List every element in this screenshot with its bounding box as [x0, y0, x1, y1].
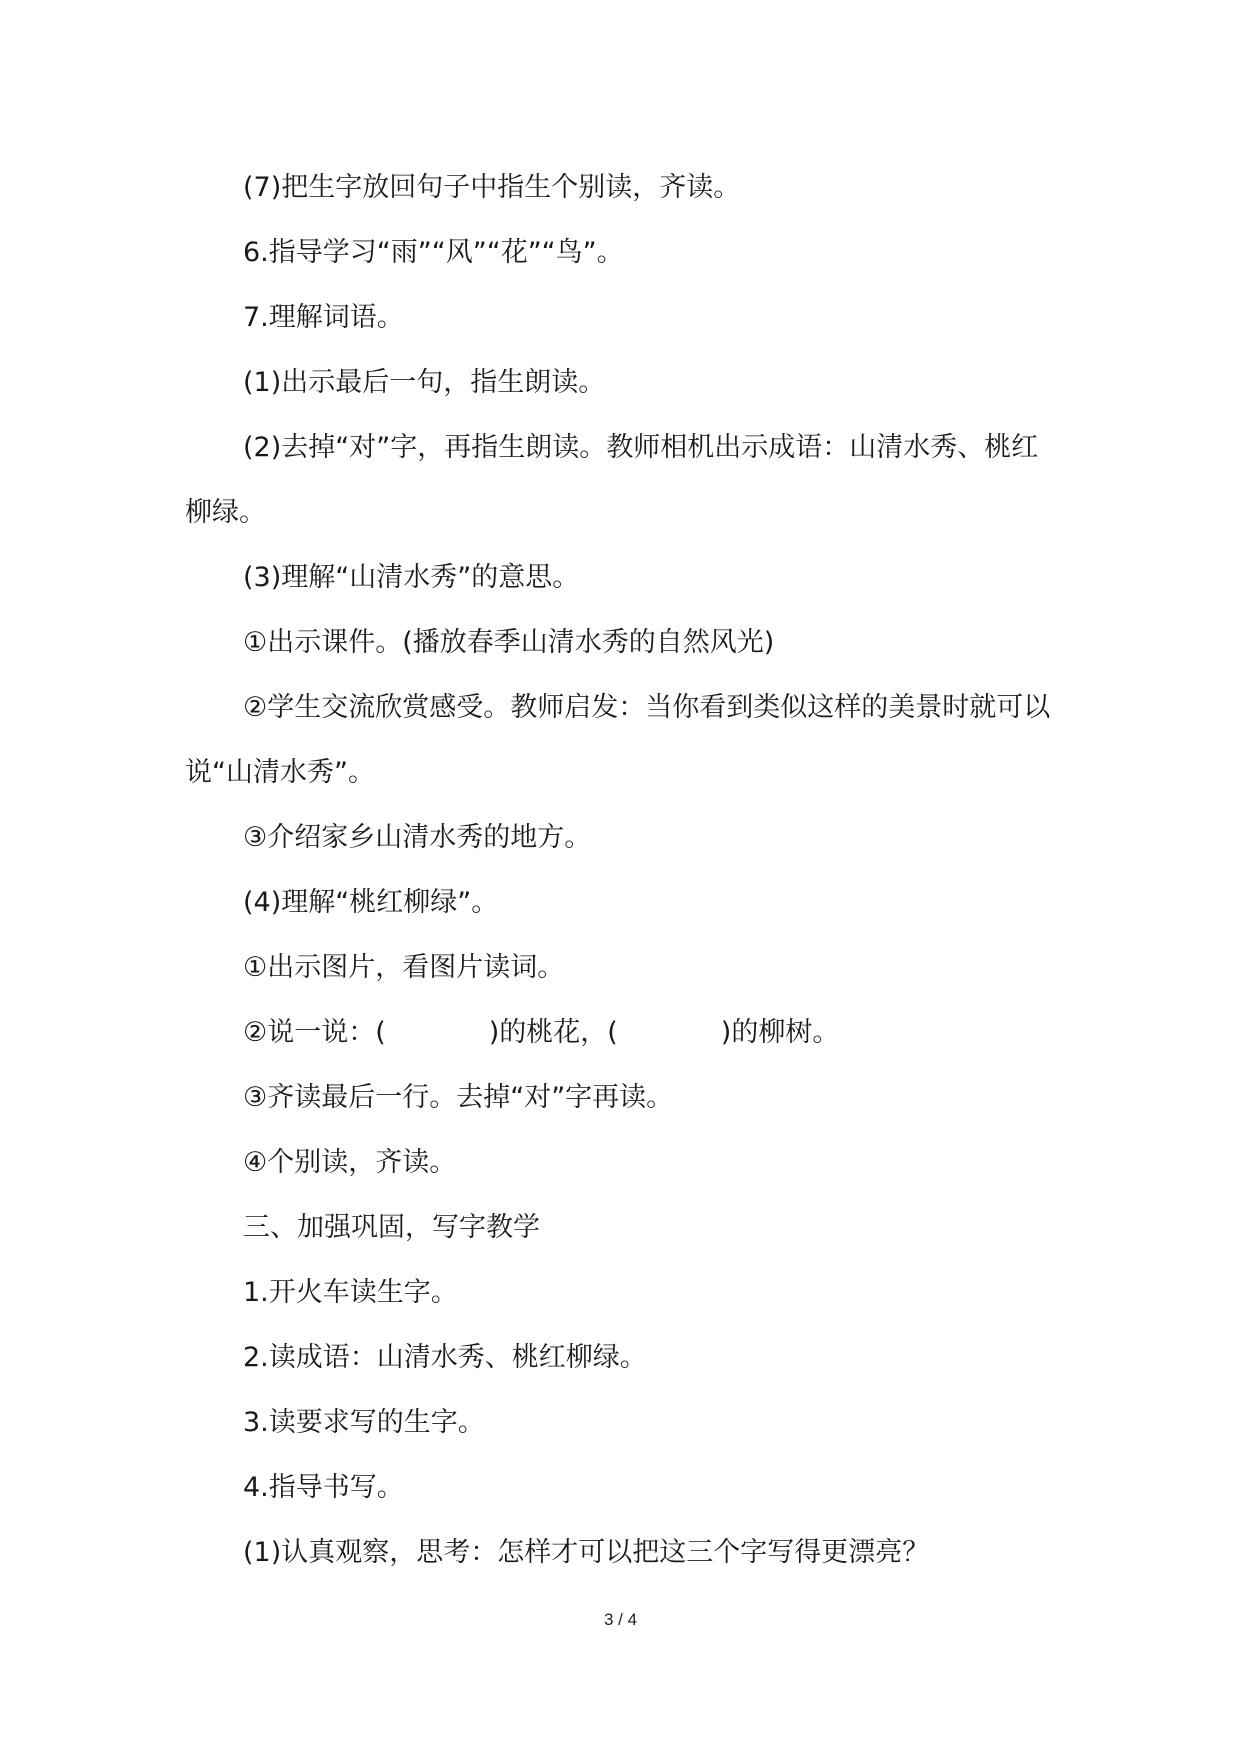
paragraph: (1)出示最后一句，指生朗读。: [243, 367, 606, 398]
document-body: [185, 155, 1065, 1585]
paragraph: ③齐读最后一行。去掉“对”字再读。: [243, 1082, 674, 1113]
paragraph: 1.开火车读生字。: [243, 1277, 458, 1308]
paragraph: (4)理解“桃红柳绿”。: [243, 887, 499, 918]
page-number: 3 / 4: [603, 1610, 638, 1629]
paragraph: (1)认真观察，思考：怎样才可以把这三个字写得更漂亮？: [243, 1537, 930, 1568]
paragraph: ②学生交流欣赏感受。教师启发：当你看到类似这样的美景时就可以说“山清水秀”。: [185, 692, 1051, 788]
paragraph: ②说一说：( )的桃花，( )的柳树。: [243, 1017, 840, 1048]
paragraph: ③介绍家乡山清水秀的地方。: [243, 822, 592, 853]
paragraph: 7.理解词语。: [243, 302, 404, 333]
paragraph: 4.指导书写。: [243, 1472, 404, 1503]
paragraph: (2)去掉“对”字，再指生朗读。教师相机出示成语：山清水秀、桃红柳绿。: [185, 432, 1039, 528]
section-heading: 三、加强巩固，写字教学: [243, 1212, 540, 1243]
paragraph: ④个别读，齐读。: [243, 1147, 457, 1178]
paragraph: ①出示图片，看图片读词。: [243, 952, 565, 983]
paragraph: ①出示课件。(播放春季山清水秀的自然风光): [243, 627, 775, 658]
paragraph: (7)把生字放回句子中指生个别读，齐读。: [243, 172, 741, 203]
paragraph: (3)理解“山清水秀”的意思。: [243, 562, 580, 593]
paragraph: 6.指导学习“雨”“风”“花”“鸟”。: [243, 237, 624, 268]
paragraph: 2.读成语：山清水秀、桃红柳绿。: [243, 1342, 647, 1373]
paragraph: 3.读要求写的生字。: [243, 1407, 485, 1438]
